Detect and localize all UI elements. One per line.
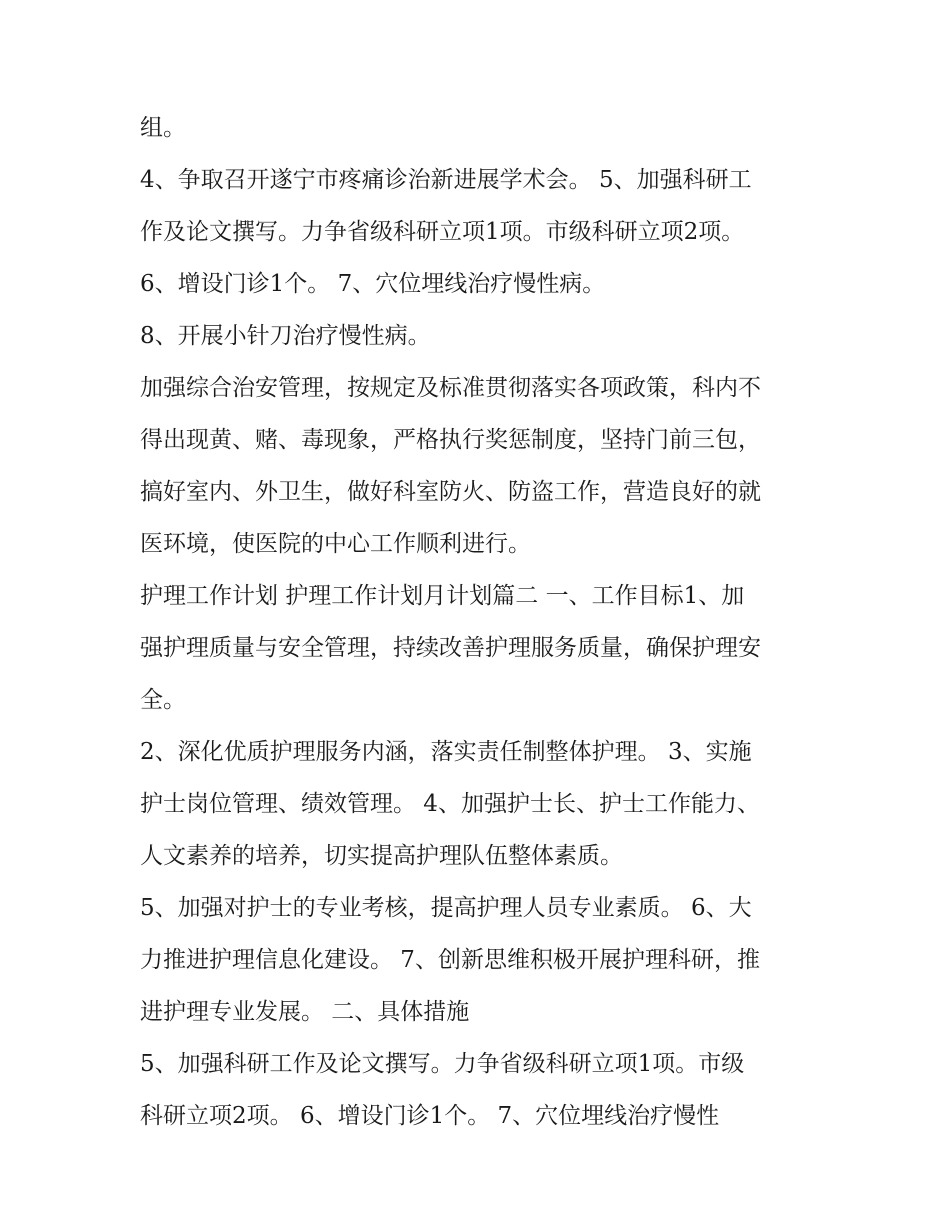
text-line: 人文素养的培养，切实提高护理队伍整体素质。 [140, 843, 623, 869]
text-line: 5、加强科研工作及论文撰写。力争省级科研立项1项。市级 [140, 1051, 745, 1077]
text-line: 医环境，使医院的中心工作顺利进行。 [140, 531, 531, 557]
text-line: 6、增设门诊1个。 7、穴位埋线治疗慢性病。 [140, 271, 606, 297]
text-line: 加强综合治安管理，按规定及标准贯彻落实各项政策，科内不 [140, 375, 761, 401]
text-line: 8、开展小针刀治疗慢性病。 [140, 323, 431, 349]
text-line: 作及论文撰写。力争省级科研立项1项。市级科研立项2项。 [140, 219, 745, 245]
text-line: 力推进护理信息化建设。 7、创新思维积极开展护理科研，推 [140, 947, 760, 973]
text-line: 搞好室内、外卫生，做好科室防火、防盗工作，营造良好的就 [140, 479, 761, 505]
text-line: 护理工作计划 护理工作计划月计划篇二 一、工作目标1、加 [140, 583, 745, 609]
body-text [140, 102, 830, 1142]
text-line: 组。 [140, 115, 186, 141]
text-line: 全。 [140, 687, 186, 713]
text-line: 5、加强对护士的专业考核，提高护理人员专业素质。 6、大 [140, 895, 752, 921]
text-line: 强护理质量与安全管理，持续改善护理服务质量，确保护理安 [140, 635, 761, 661]
text-line: 进护理专业发展。 二、具体措施 [140, 999, 470, 1025]
text-line: 4、争取召开遂宁市疼痛诊治新进展学术会。 5、加强科研工 [140, 167, 752, 193]
text-line: 得出现黄、赌、毒现象，严格执行奖惩制度，坚持门前三包， [140, 427, 761, 453]
text-line: 护士岗位管理、绩效管理。 4、加强护士长、护士工作能力、 [140, 791, 760, 817]
text-line: 2、深化优质护理服务内涵，落实责任制整体护理。 3、实施 [140, 739, 752, 765]
text-line: 科研立项2项。 6、增设门诊1个。 7、穴位埋线治疗慢性 [140, 1103, 720, 1129]
